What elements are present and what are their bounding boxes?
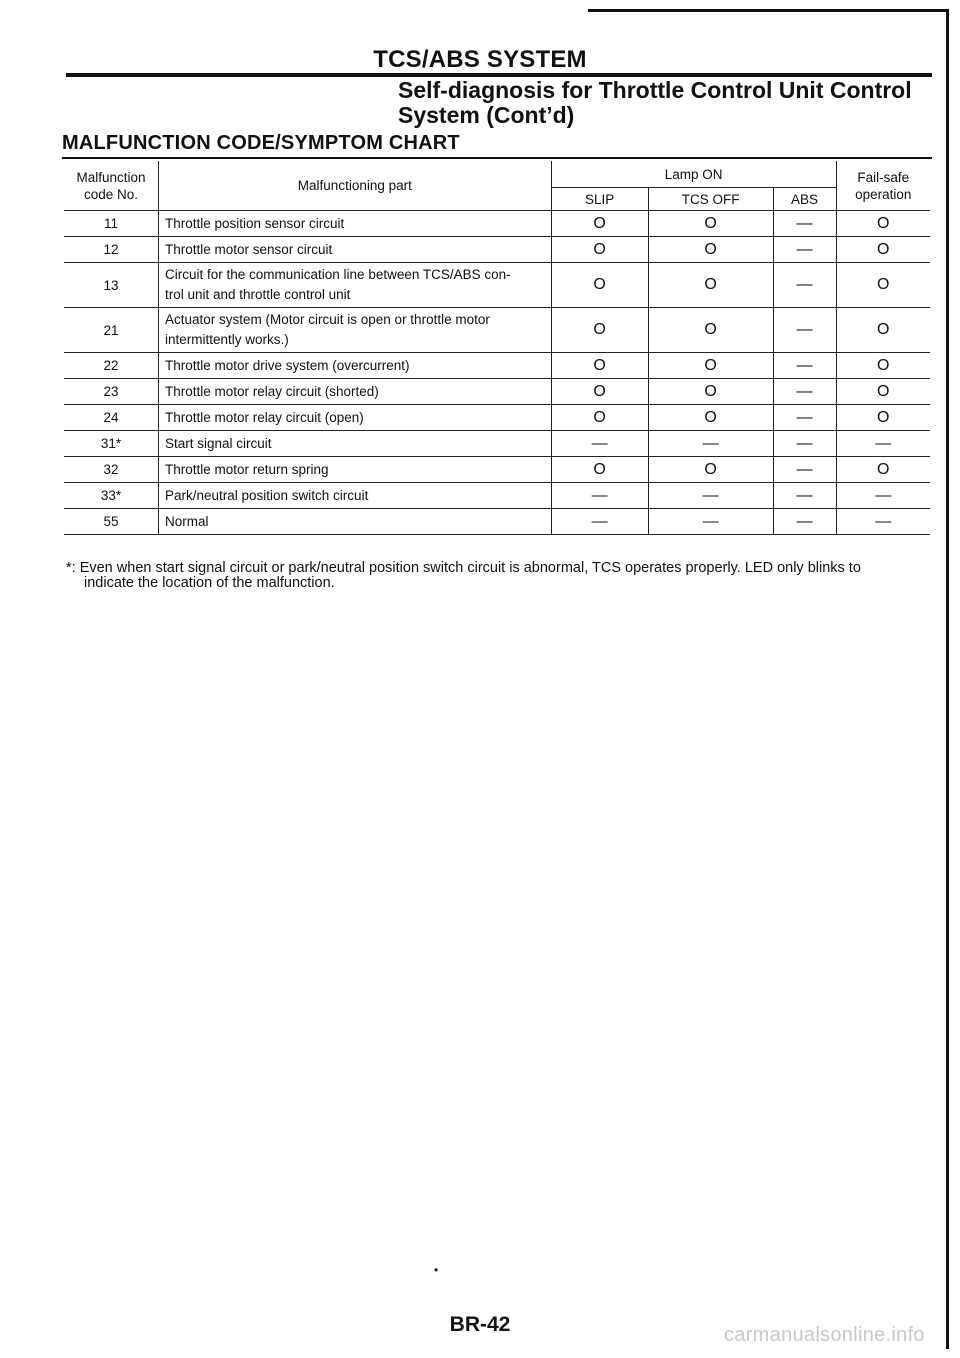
table-row xyxy=(64,509,930,535)
header-abs: ABS xyxy=(773,188,836,211)
slip-cell: O xyxy=(551,211,648,237)
tcs-off-cell: O xyxy=(648,457,773,483)
abs-cell: — xyxy=(773,405,836,431)
tcs-off-cell: — xyxy=(648,483,773,509)
header-failsafe-line2: operation xyxy=(855,186,912,202)
right-border-bar xyxy=(946,9,949,1349)
table-row xyxy=(64,237,930,263)
failsafe-cell: O xyxy=(836,211,930,237)
table-row xyxy=(64,353,930,379)
part-line2: intermittently works.) xyxy=(164,332,289,347)
part-line1: Circuit for the communication line between TCS/ABS con- xyxy=(164,267,511,282)
code-cell: 24 xyxy=(64,405,158,431)
failsafe-cell: — xyxy=(836,483,930,509)
header-part: Malfunctioning part xyxy=(158,161,551,211)
watermark: carmanualsonline.info xyxy=(724,1324,925,1346)
abs-cell: — xyxy=(773,211,836,237)
part-cell xyxy=(158,405,551,431)
tcs-off-cell: O xyxy=(648,211,773,237)
slip-cell: O xyxy=(551,405,648,431)
header-code-line1: Malfunction xyxy=(76,169,146,185)
part-line1: Throttle motor relay circuit (open) xyxy=(164,409,364,425)
tcs-off-cell: O xyxy=(648,237,773,263)
part-line1: Throttle motor relay circuit (shorted) xyxy=(164,383,379,399)
abs-cell: — xyxy=(773,457,836,483)
slip-cell: O xyxy=(551,308,648,353)
slip-cell: — xyxy=(551,483,648,509)
part-cell xyxy=(158,431,551,457)
header-lamp-on: Lamp ON xyxy=(551,161,836,188)
failsafe-cell: O xyxy=(836,379,930,405)
table-row xyxy=(64,308,930,353)
part-cell xyxy=(158,509,551,535)
chart-title: MALFUNCTION CODE/SYMPTOM CHART xyxy=(62,132,460,154)
tcs-off-cell: O xyxy=(648,308,773,353)
code-cell: 21 xyxy=(64,308,158,353)
tcs-off-cell: O xyxy=(648,353,773,379)
tcs-off-cell: O xyxy=(648,379,773,405)
code-cell: 23 xyxy=(64,379,158,405)
abs-cell: — xyxy=(773,509,836,535)
tcs-off-cell: — xyxy=(648,431,773,457)
part-cell xyxy=(158,211,551,237)
header-code xyxy=(64,161,158,211)
header-code-line2: code No. xyxy=(83,186,139,202)
part-cell xyxy=(158,263,551,308)
code-cell: 33* xyxy=(64,483,158,509)
table-row xyxy=(64,379,930,405)
header-slip: SLIP xyxy=(551,188,648,211)
slip-cell: O xyxy=(551,353,648,379)
abs-cell: — xyxy=(773,379,836,405)
header-failsafe xyxy=(836,161,930,211)
footnote xyxy=(66,561,936,591)
failsafe-cell: — xyxy=(836,509,930,535)
part-line1: Throttle motor return spring xyxy=(164,461,329,477)
part-line1: Throttle motor drive system (overcurrent) xyxy=(164,357,410,373)
part-line1: Throttle motor sensor circuit xyxy=(164,241,333,257)
abs-cell: — xyxy=(773,263,836,308)
failsafe-cell: — xyxy=(836,431,930,457)
tcs-off-cell: O xyxy=(648,405,773,431)
table-header-row xyxy=(64,161,930,188)
part-line1: Normal xyxy=(164,513,209,529)
failsafe-cell: O xyxy=(836,457,930,483)
table-row xyxy=(64,405,930,431)
abs-cell: — xyxy=(773,483,836,509)
slip-cell: — xyxy=(551,431,648,457)
part-line1: Park/neutral position switch circuit xyxy=(164,487,369,503)
tcs-off-cell: O xyxy=(648,263,773,308)
part-line2: trol unit and throttle control unit xyxy=(164,287,351,302)
header-tcs-off: TCS OFF xyxy=(648,188,773,211)
failsafe-cell: O xyxy=(836,308,930,353)
footnote-line1: *: Even when start signal circuit or park/neutral position switch circuit is abnormal, TCS operates properly. LED only blinks to xyxy=(66,560,861,576)
part-line1: Throttle position sensor circuit xyxy=(164,215,345,231)
part-line1: Start signal circuit xyxy=(164,435,272,451)
slip-cell: O xyxy=(551,379,648,405)
slip-cell: O xyxy=(551,237,648,263)
top-border-line xyxy=(588,9,948,12)
chart-title-rule xyxy=(62,157,932,159)
code-cell: 12 xyxy=(64,237,158,263)
page-number: BR-42 xyxy=(449,1313,511,1336)
code-cell: 55 xyxy=(64,509,158,535)
abs-cell: — xyxy=(773,308,836,353)
part-cell xyxy=(158,237,551,263)
footnote-line2: indicate the location of the malfunction. xyxy=(84,575,335,591)
header-failsafe-line1: Fail-safe xyxy=(857,169,910,185)
slip-cell: — xyxy=(551,509,648,535)
part-cell xyxy=(158,457,551,483)
table-row xyxy=(64,483,930,509)
part-cell xyxy=(158,483,551,509)
failsafe-cell: O xyxy=(836,405,930,431)
abs-cell: — xyxy=(773,431,836,457)
table-row xyxy=(64,263,930,308)
malfunction-chart-table xyxy=(64,161,930,535)
part-cell xyxy=(158,379,551,405)
table-row xyxy=(64,457,930,483)
section-title-line1: Self-diagnosis for Throttle Control Unit Control xyxy=(398,77,912,103)
system-title: TCS/ABS SYSTEM xyxy=(373,46,587,73)
tcs-off-cell: — xyxy=(648,509,773,535)
code-cell: 11 xyxy=(64,211,158,237)
section-title xyxy=(398,78,938,128)
part-cell xyxy=(158,353,551,379)
failsafe-cell: O xyxy=(836,263,930,308)
part-line1: Actuator system (Motor circuit is open or throttle motor xyxy=(164,312,490,327)
code-cell: 31* xyxy=(64,431,158,457)
failsafe-cell: O xyxy=(836,237,930,263)
slip-cell: O xyxy=(551,457,648,483)
section-title-line2: System (Cont’d) xyxy=(398,102,575,128)
failsafe-cell: O xyxy=(836,353,930,379)
abs-cell: — xyxy=(773,237,836,263)
table-row xyxy=(64,211,930,237)
part-cell xyxy=(158,308,551,353)
code-cell: 13 xyxy=(64,263,158,308)
slip-cell: O xyxy=(551,263,648,308)
code-cell: 22 xyxy=(64,353,158,379)
abs-cell: — xyxy=(773,353,836,379)
table-row xyxy=(64,431,930,457)
code-cell: 32 xyxy=(64,457,158,483)
bullet-mark: • xyxy=(434,1263,439,1277)
